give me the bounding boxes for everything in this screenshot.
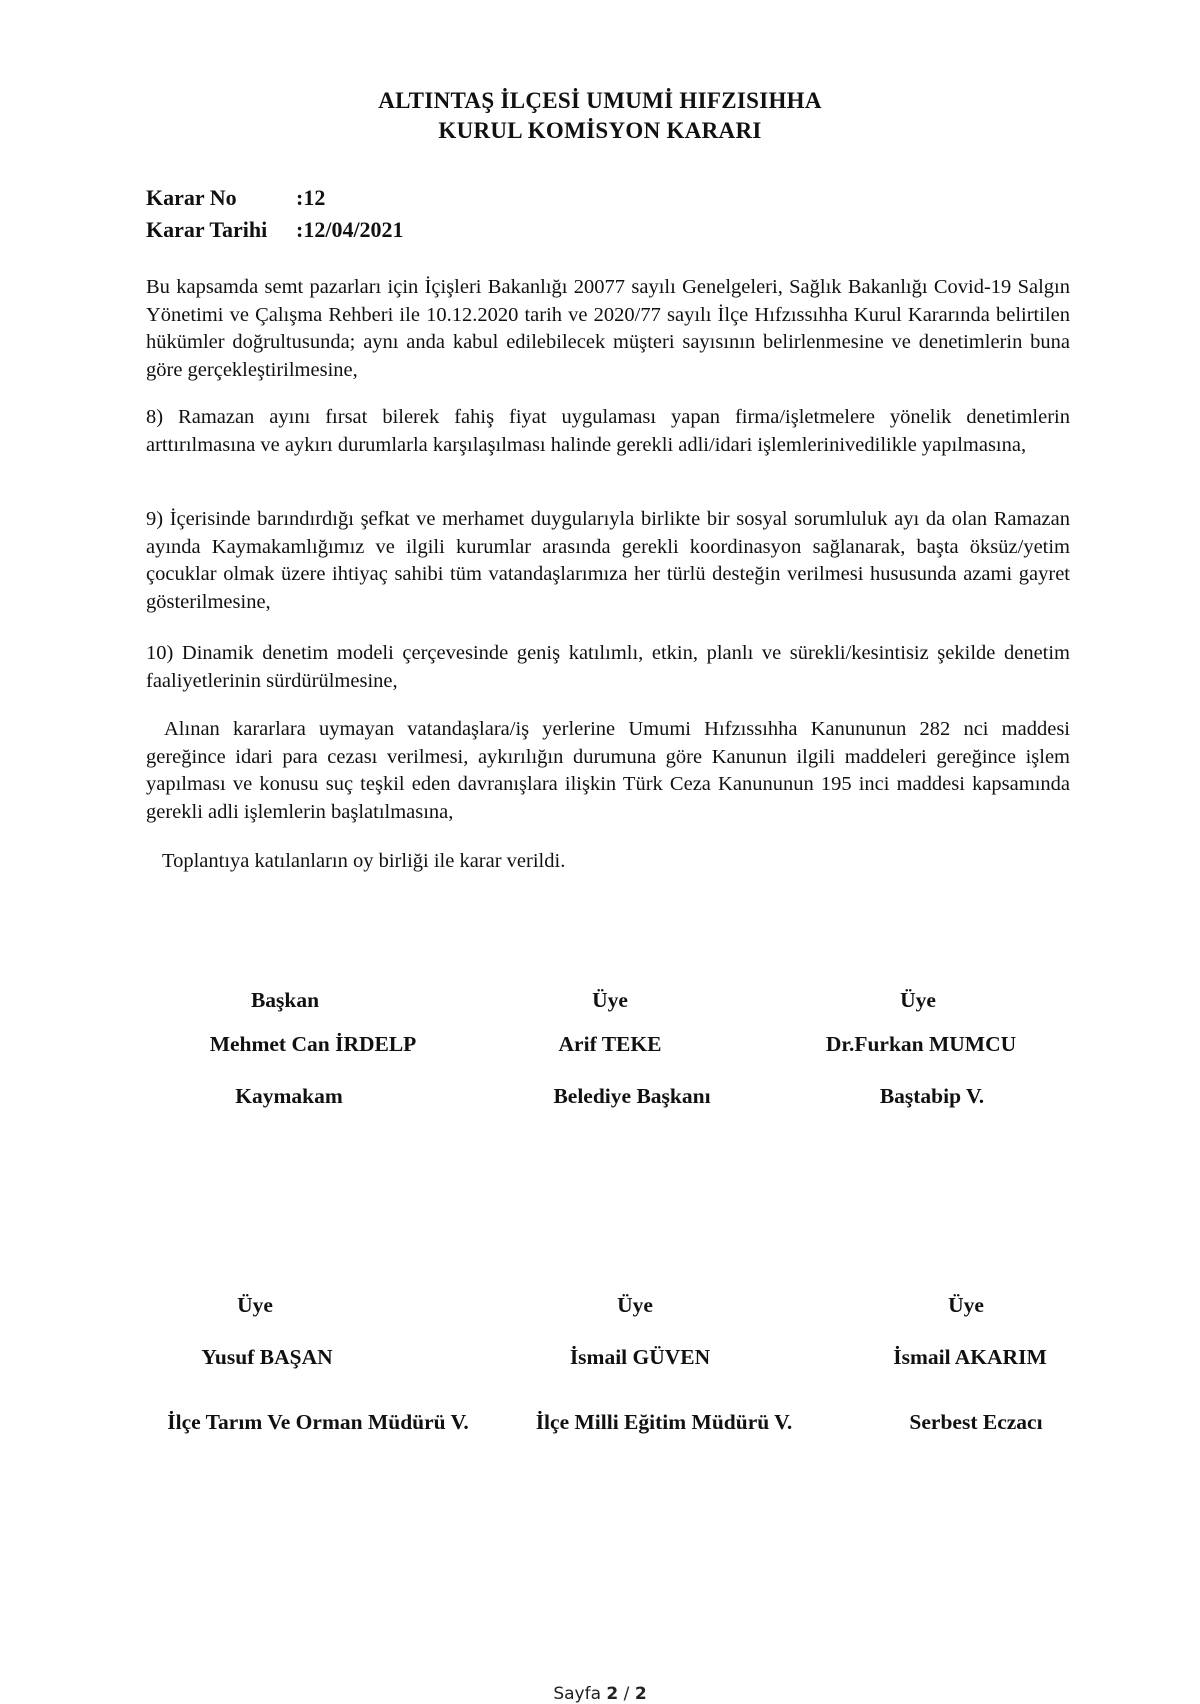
karar-no-value: :12 xyxy=(296,185,326,210)
signature-6-title: Serbest Eczacı xyxy=(909,1410,1043,1434)
signature-3-title: Baştabip V. xyxy=(879,1084,985,1108)
page-current: 2 xyxy=(606,1684,619,1704)
signature-6-name: İsmail AKARIM xyxy=(893,1345,1047,1369)
document-title-line2: KURUL KOMİSYON KARARI xyxy=(438,118,762,143)
signature-3-name: Dr.Furkan MUMCU xyxy=(825,1032,1017,1056)
karar-no xyxy=(146,185,325,211)
page-label: Sayfa xyxy=(553,1684,602,1704)
page-number-footer xyxy=(0,1684,1200,1704)
signature-1-title: Kaymakam xyxy=(235,1084,343,1108)
signature-5-title: İlçe Milli Eğitim Müdürü V. xyxy=(535,1410,793,1434)
paragraph-closing: Toplantıya katılanların oy birliği ile karar verildi. xyxy=(162,850,566,872)
document-title-line1: ALTINTAŞ İLÇESİ UMUMİ HIFZISIHHA xyxy=(378,88,822,113)
signature-1-name: Mehmet Can İRDELP xyxy=(209,1032,417,1056)
signature-4-title: İlçe Tarım Ve Orman Müdürü V. xyxy=(167,1410,469,1434)
signature-5-role: Üye xyxy=(617,1293,653,1317)
karar-tarihi xyxy=(146,217,404,243)
paragraph-item-10: 10) Dinamik denetim modeli çerçevesinde geniş katılımlı, etkin, planlı ve sürekli/kesintisiz şekilde denetim faaliyetlerinin sürdürülmesine, xyxy=(146,642,1070,692)
signature-1-role: Başkan xyxy=(250,988,320,1012)
signature-5-name: İsmail GÜVEN xyxy=(569,1345,711,1369)
paragraph-penalty: Alınan kararlara uymayan vatandaşlara/iş yerlerine Umumi Hıfzıssıhha Kanununun 282 nci maddesi gereğince idari para cezası verilmesi, aykırılığın durumuna göre Kanunun ilgili maddeleri gereğince işlem yapılması ve konusu suç teşkil eden davranışlara ilişkin Türk Ceza Kanununun 195 inci maddesi kapsamında gerekli adli işlemlerin başlatılmasına, xyxy=(146,718,1070,823)
paragraph-item-9: 9) İçerisinde barındırdığı şefkat ve merhamet duygularıyla birlikte bir sosyal sorumluluk ayı da olan Ramazan ayında Kaymakamlığımız ve ilgili kurumlar arasında gerekli koordinasyon sağlanarak, başta öksüz/yetim çocuklar olmak üzere ihtiyaç sahibi tüm vatandaşlarımıza her türlü desteğin verilmesi hususunda azami gayret gösterilmesine, xyxy=(146,508,1070,613)
karar-tarihi-label: Karar Tarihi xyxy=(146,217,268,242)
page-total: 2 xyxy=(634,1684,647,1704)
signature-4-role: Üye xyxy=(237,1293,273,1317)
signature-2-title: Belediye Başkanı xyxy=(553,1084,711,1108)
page-separator: / xyxy=(623,1684,630,1704)
signature-4-name: Yusuf BAŞAN xyxy=(201,1345,333,1369)
signature-2-role: Üye xyxy=(592,988,628,1012)
signature-3-role: Üye xyxy=(900,988,936,1012)
paragraph-item-8: 8) Ramazan ayını fırsat bilerek fahiş fiyat uygulaması yapan firma/işletmelere yönelik denetimlerin arttırılmasına ve aykırı durumlarla karşılaşılması halinde gerekli adli/idari işlemlerinivedilikle yapılmasına, xyxy=(146,406,1070,456)
signature-6-role: Üye xyxy=(948,1293,984,1317)
signature-2-name: Arif TEKE xyxy=(558,1032,662,1056)
karar-tarihi-value: :12/04/2021 xyxy=(296,217,404,242)
paragraph-intro: Bu kapsamda semt pazarları için İçişleri Bakanlığı 20077 sayılı Genelgeleri, Sağlık Bakanlığı Covid-19 Salgın Yönetimi ve Çalışma Rehberi ile 10.12.2020 tarih ve 2020/77 sayılı İlçe Hıfzıssıhha Kurul Kararında belirtilen hükümler doğrultusunda; aynı anda kabul edilebilecek müşteri sayısının belirlenmesine ve denetimlerin buna göre gerçekleştirilmesine, xyxy=(146,276,1070,381)
karar-no-label: Karar No xyxy=(146,185,237,210)
